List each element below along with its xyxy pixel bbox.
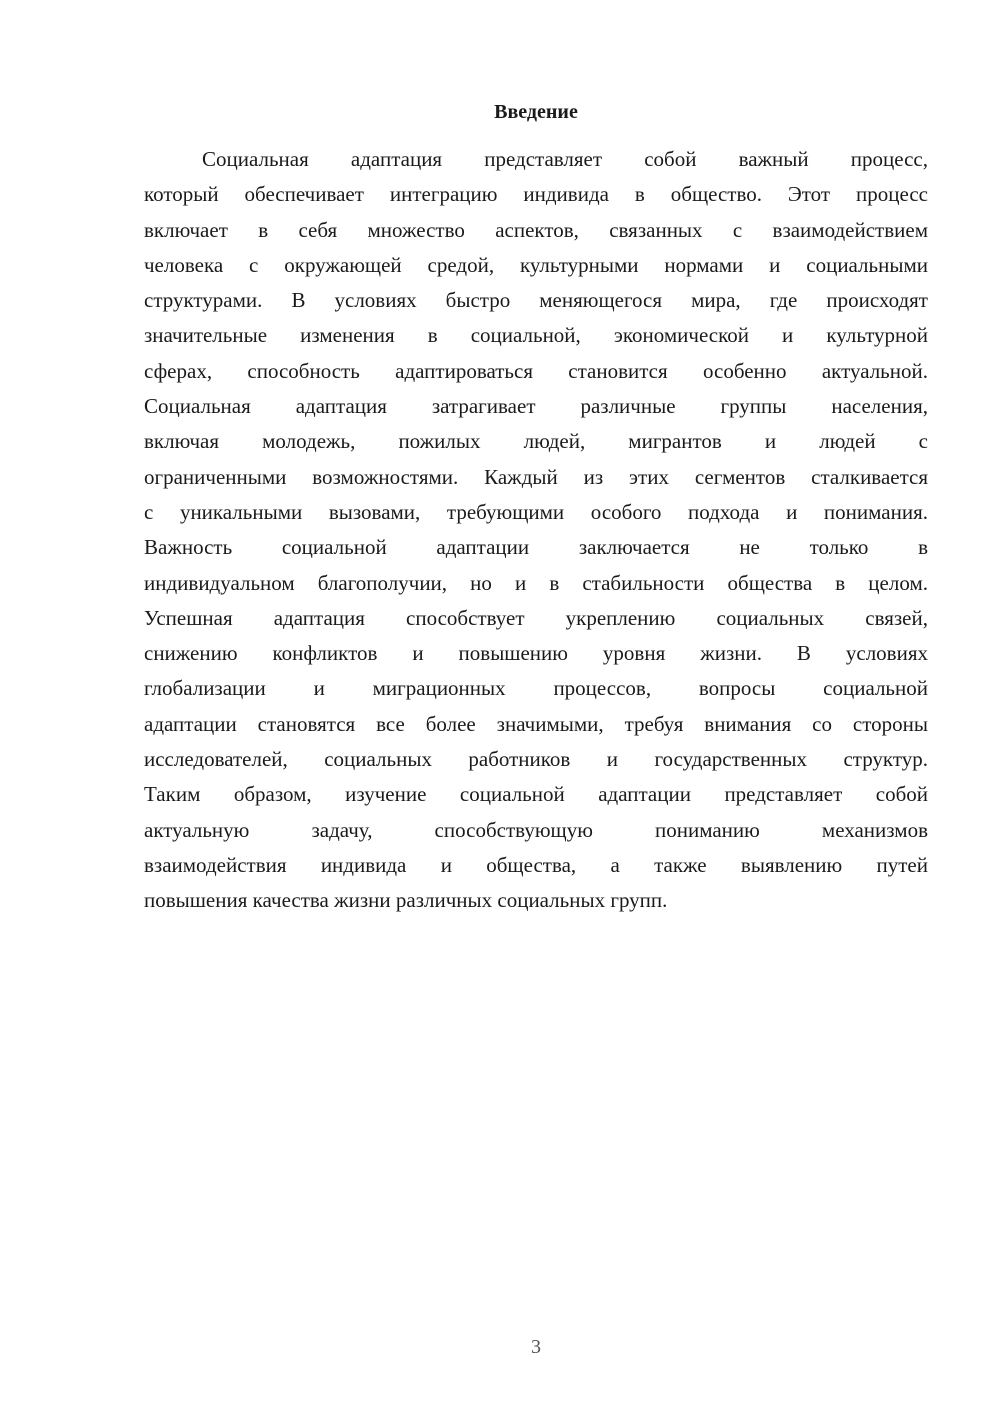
paragraph-line: взаимодействия индивида и общества, а также выявлению путей (144, 852, 928, 877)
paragraph-line: актуальную задачу, способствующую пониманию механизмов (144, 817, 928, 842)
paragraph-line: повышения качества жизни различных социальных групп. (144, 888, 668, 913)
paragraph-line: Важность социальной адаптации заключается не только в (144, 535, 928, 560)
paragraph-line: включая молодежь, пожилых людей, мигрантов и людей с (144, 429, 928, 454)
paragraph-line: который обеспечивает интеграцию индивида в общество. Этот процесс (144, 182, 928, 207)
paragraph-line: значительные изменения в социальной, экономической и культурной (144, 323, 928, 348)
paragraph-line: адаптации становятся все более значимыми, требуя внимания со стороны (144, 711, 928, 736)
paragraph-line: с уникальными вызовами, требующими особого подхода и понимания. (144, 499, 928, 524)
paragraph-line: включает в себя множество аспектов, связанных с взаимодействием (144, 217, 928, 242)
paragraph-line: глобализации и миграционных процессов, вопросы социальной (144, 676, 928, 701)
body-paragraph (144, 142, 928, 919)
paragraph-line: исследователей, социальных работников и государственных структур. (144, 747, 928, 772)
page-number: 3 (531, 1336, 541, 1358)
paragraph-line: структурами. В условиях быстро меняющегося мира, где происходят (144, 288, 928, 313)
paragraph-line: Успешная адаптация способствует укреплению социальных связей, (144, 605, 928, 630)
page-title: Введение (494, 101, 578, 123)
paragraph-line: Социальная адаптация представляет собой важный процесс, (202, 147, 928, 171)
paragraph-line: ограниченными возможностями. Каждый из этих сегментов сталкивается (144, 464, 928, 489)
paragraph-line: снижению конфликтов и повышению уровня жизни. В условиях (144, 641, 928, 666)
paragraph-line: индивидуальном благополучии, но и в стабильности общества в целом. (144, 570, 928, 595)
paragraph-line: сферах, способность адаптироваться становится особенно актуальной. (144, 358, 928, 383)
paragraph-line: Таким образом, изучение социальной адаптации представляет собой (144, 782, 928, 807)
paragraph-line: человека с окружающей средой, культурными нормами и социальными (144, 252, 928, 277)
paragraph-line: Социальная адаптация затрагивает различные группы населения, (144, 394, 928, 419)
